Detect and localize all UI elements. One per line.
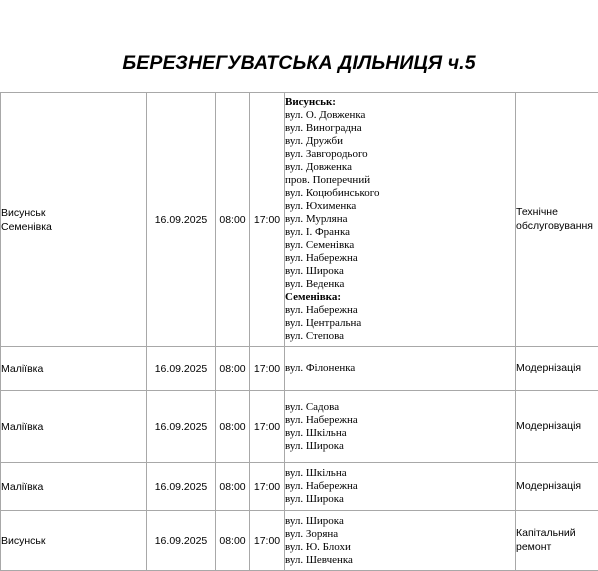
- street-name: вул. Коцюбинського: [285, 187, 515, 200]
- street-name: пров. Поперечний: [285, 174, 515, 187]
- start-time-cell: [216, 511, 250, 571]
- street-name: вул. Широка: [285, 515, 515, 528]
- outage-date: 16.09.2025: [147, 363, 215, 375]
- work-type: ремонт: [516, 541, 598, 555]
- street-name: вул. Широка: [285, 265, 515, 278]
- outage-date: 16.09.2025: [147, 214, 215, 226]
- date-cell: [147, 391, 216, 463]
- street-name: вул. Дружби: [285, 135, 515, 148]
- street-name: вул. Мурляна: [285, 213, 515, 226]
- end-time-cell: [250, 93, 285, 347]
- date-cell: [147, 511, 216, 571]
- outage-date: 16.09.2025: [147, 481, 215, 493]
- street-name: вул. Набережна: [285, 480, 515, 493]
- work-type: Технічне: [516, 206, 598, 220]
- start-time: 08:00: [216, 363, 249, 375]
- location-cell: [1, 391, 147, 463]
- table-body: [1, 93, 598, 571]
- settlement-heading: Висунськ:: [285, 96, 515, 109]
- table-row: [1, 511, 598, 571]
- street-name: вул. Довженка: [285, 161, 515, 174]
- table-row: [1, 391, 598, 463]
- streets-cell: [285, 511, 516, 571]
- street-name: вул. Філоненка: [285, 362, 515, 375]
- location-cell: [1, 511, 147, 571]
- street-name: вул. Виноградна: [285, 122, 515, 135]
- end-time: 17:00: [250, 481, 284, 493]
- start-time-cell: [216, 347, 250, 391]
- date-cell: [147, 347, 216, 391]
- work-type: Капітальний: [516, 527, 598, 541]
- start-time: 08:00: [216, 214, 249, 226]
- street-name: вул. І. Франка: [285, 226, 515, 239]
- streets-cell: [285, 391, 516, 463]
- date-cell: [147, 463, 216, 511]
- end-time-cell: [250, 347, 285, 391]
- start-time: 08:00: [216, 421, 249, 433]
- end-time: 17:00: [250, 363, 284, 375]
- location-cell: [1, 93, 147, 347]
- streets-cell: [285, 93, 516, 347]
- street-name: вул. Центральна: [285, 317, 515, 330]
- location-name: Маліївка: [1, 420, 146, 434]
- start-time-cell: [216, 463, 250, 511]
- start-time-cell: [216, 93, 250, 347]
- work-type: Модернізація: [516, 362, 598, 376]
- street-name: вул. Веденка: [285, 278, 515, 291]
- end-time: 17:00: [250, 214, 284, 226]
- location-cell: [1, 347, 147, 391]
- street-name: вул. Широка: [285, 493, 515, 506]
- street-name: вул. Шевченка: [285, 554, 515, 567]
- work-type-cell: [516, 511, 598, 571]
- work-type: обслуговування: [516, 220, 598, 234]
- location-name: Висунськ: [1, 534, 146, 548]
- work-type: Модернізація: [516, 420, 598, 434]
- street-name: вул. Набережна: [285, 304, 515, 317]
- street-name: вул. Шкільна: [285, 467, 515, 480]
- street-name: вул. Семенівка: [285, 239, 515, 252]
- work-type-cell: [516, 463, 598, 511]
- street-name: вул. О. Довженка: [285, 109, 515, 122]
- start-time-cell: [216, 391, 250, 463]
- street-name: вул. Завгородього: [285, 148, 515, 161]
- street-name: вул. Широка: [285, 440, 515, 453]
- location-name: Маліївка: [1, 362, 146, 376]
- end-time: 17:00: [250, 535, 284, 547]
- outage-schedule-table: [0, 92, 598, 571]
- streets-cell: [285, 347, 516, 391]
- street-name: вул. Юхименка: [285, 200, 515, 213]
- location-name: Маліївка: [1, 480, 146, 494]
- streets-cell: [285, 463, 516, 511]
- end-time: 17:00: [250, 421, 284, 433]
- table-row: [1, 347, 598, 391]
- start-time: 08:00: [216, 481, 249, 493]
- work-type-cell: [516, 93, 598, 347]
- street-name: вул. Шкільна: [285, 427, 515, 440]
- street-name: вул. Степова: [285, 330, 515, 343]
- street-name: вул. Зоряна: [285, 528, 515, 541]
- start-time: 08:00: [216, 535, 249, 547]
- work-type: Модернізація: [516, 480, 598, 494]
- outage-date: 16.09.2025: [147, 535, 215, 547]
- page-title: БЕРЕЗНЕГУВАТСЬКА ДІЛЬНИЦЯ ч.5: [0, 52, 598, 75]
- date-cell: [147, 93, 216, 347]
- table-row: [1, 93, 598, 347]
- street-name: вул. Садова: [285, 401, 515, 414]
- street-name: вул. Ю. Блохи: [285, 541, 515, 554]
- end-time-cell: [250, 391, 285, 463]
- location-name: Семенівка: [1, 220, 146, 234]
- work-type-cell: [516, 347, 598, 391]
- location-name: Висунськ: [1, 206, 146, 220]
- table-row: [1, 463, 598, 511]
- street-name: вул. Набережна: [285, 252, 515, 265]
- street-name: вул. Набережна: [285, 414, 515, 427]
- settlement-heading: Семенівка:: [285, 291, 515, 304]
- outage-date: 16.09.2025: [147, 421, 215, 433]
- end-time-cell: [250, 463, 285, 511]
- end-time-cell: [250, 511, 285, 571]
- work-type-cell: [516, 391, 598, 463]
- location-cell: [1, 463, 147, 511]
